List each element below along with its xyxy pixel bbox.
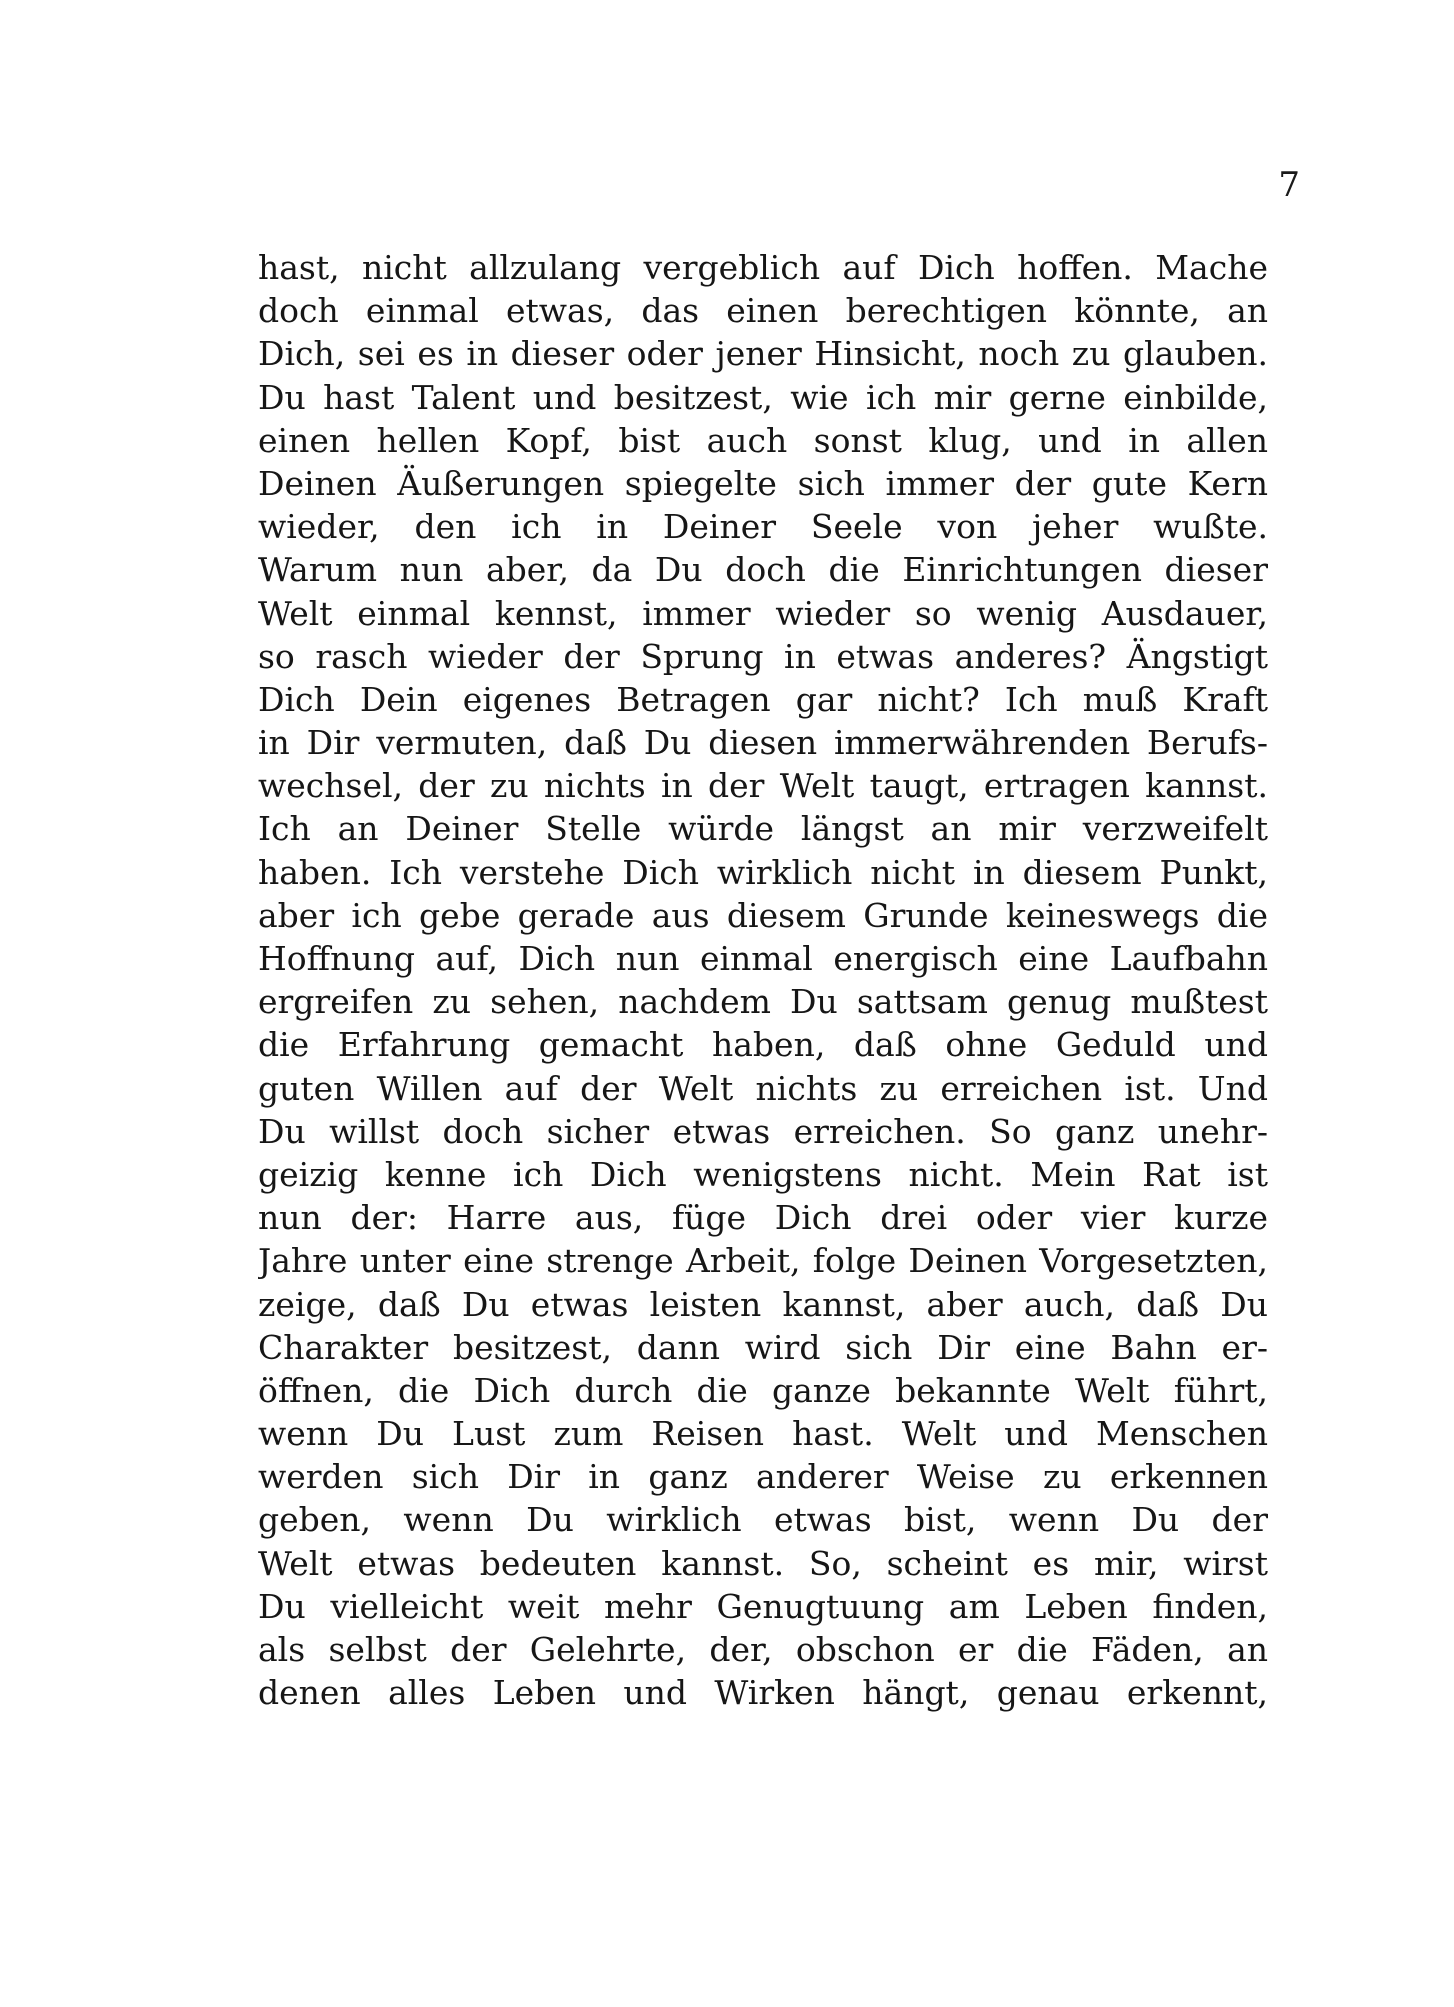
text-line: haben. Ich verstehe Dich wirklich nicht in diesem Punkt,: [258, 852, 1268, 892]
text-line: in Dir vermuten, daß Du diesen immerwährenden Berufs-: [258, 723, 1268, 763]
text-line: ergreifen zu sehen, nachdem Du sattsam genug mußtest: [258, 982, 1268, 1022]
text-line: die Erfahrung gemacht haben, daß ohne Geduld und: [258, 1025, 1268, 1065]
text-line: einen hellen Kopf, bist auch sonst klug, und in allen: [258, 420, 1268, 460]
text-line: Charakter besitzest, dann wird sich Dir eine Bahn er-: [258, 1327, 1268, 1367]
text-line: wenn Du Lust zum Reisen hast. Welt und Menschen: [258, 1414, 1268, 1454]
text-line: Welt einmal kennst, immer wieder so wenig Ausdauer,: [258, 593, 1268, 633]
text-line: Deinen Äußerungen spiegelte sich immer der gute Kern: [258, 463, 1268, 503]
text-line: Welt etwas bedeuten kannst. So, scheint es mir, wirst: [258, 1543, 1268, 1583]
text-line: Du hast Talent und besitzest, wie ich mir gerne einbilde,: [258, 377, 1268, 417]
text-line: geizig kenne ich Dich wenigstens nicht. Mein Rat ist: [258, 1154, 1268, 1194]
text-line: zeige, daß Du etwas leisten kannst, aber auch, daß Du: [258, 1284, 1268, 1324]
text-line: Dich, sei es in dieser oder jener Hinsicht, noch zu glauben.: [258, 334, 1268, 374]
text-line: geben, wenn Du wirklich etwas bist, wenn Du der: [258, 1500, 1268, 1540]
body-text: [258, 246, 1268, 1714]
text-line: nun der: Harre aus, füge Dich drei oder vier kurze: [258, 1198, 1268, 1238]
text-line: Jahre unter eine strenge Arbeit, folge Deinen Vorgesetzten,: [258, 1241, 1268, 1281]
text-line: Hoffnung auf, Dich nun einmal energisch eine Laufbahn: [258, 939, 1268, 978]
text-line: Du willst doch sicher etwas erreichen. So ganz unehr-: [258, 1111, 1268, 1151]
text-line: Ich an Deiner Stelle würde längst an mir verzweifelt: [258, 809, 1268, 849]
text-line: als selbst der Gelehrte, der, obschon er die Fäden, an: [258, 1630, 1268, 1669]
text-line: Warum nun aber, da Du doch die Einrichtungen dieser: [258, 550, 1268, 590]
text-line: öffnen, die Dich durch die ganze bekannte Welt führt,: [258, 1370, 1268, 1410]
text-line: Du vielleicht weit mehr Genugtuung am Leben finden,: [258, 1586, 1268, 1626]
page-number: 7: [1278, 165, 1300, 205]
text-line: denen alles Leben und Wirken hängt, genau erkennt,: [258, 1673, 1268, 1713]
text-line: so rasch wieder der Sprung in etwas anderes? Ängstigt: [258, 636, 1268, 676]
text-line: Dich Dein eigenes Betragen gar nicht? Ich muß Kraft: [258, 679, 1268, 719]
text-line: doch einmal etwas, das einen berechtigen könnte, an: [258, 291, 1268, 331]
text-line: hast, nicht allzulang vergeblich auf Dich hoffen. Mache: [258, 248, 1268, 287]
text-line: guten Willen auf der Welt nichts zu erreichen ist. Und: [258, 1068, 1268, 1108]
text-line: werden sich Dir in ganz anderer Weise zu erkennen: [258, 1457, 1268, 1497]
text-line: wieder, den ich in Deiner Seele von jeher wußte.: [258, 507, 1268, 547]
text-line: wechsel, der zu nichts in der Welt taugt, ertragen kannst.: [258, 766, 1268, 806]
text-line: aber ich gebe gerade aus diesem Grunde keineswegs die: [258, 895, 1268, 935]
